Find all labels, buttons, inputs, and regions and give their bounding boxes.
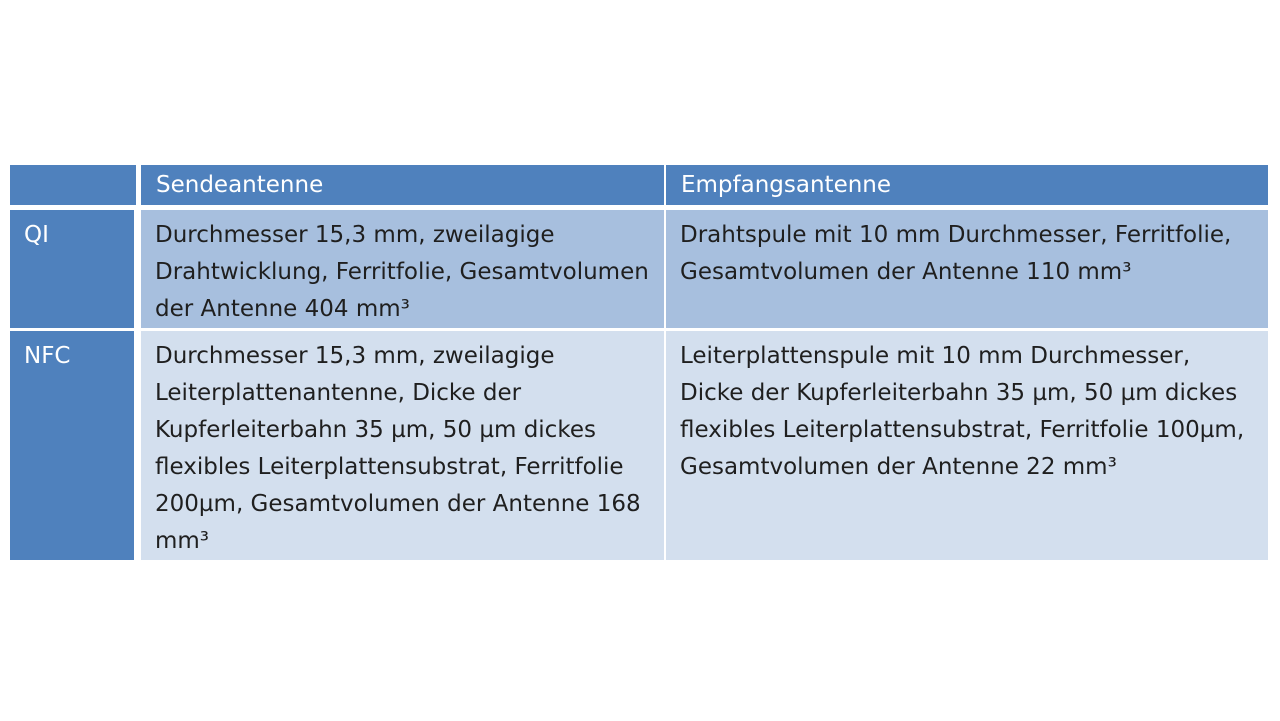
table-body — [10, 210, 1268, 560]
cell-text: Durchmesser 15,3 mm, zweilagige Drahtwicklung, Ferritfolie, Gesamtvolumen der Antenne 404 mm³ — [155, 222, 649, 322]
table-row-nfc — [10, 331, 1268, 560]
header-empfangsantenne: Empfangsantenne — [666, 165, 1268, 210]
cell-text: Drahtspule mit 10 mm Durchmesser, Ferritfolie, Gesamtvolumen der Antenne 110 mm³ — [680, 222, 1232, 285]
cell-nfc-sendeantenne — [141, 331, 666, 560]
cell-nfc-empfangsantenne — [666, 331, 1268, 560]
row-label-nfc: NFC — [10, 331, 141, 560]
cell-qi-sendeantenne — [141, 210, 666, 331]
comparison-table — [10, 165, 1268, 560]
header-corner-cell — [10, 165, 141, 210]
header-row — [10, 165, 1268, 210]
cell-text: Durchmesser 15,3 mm, zweilagige Leiterplattenantenne, Dicke der Kupferleiterbahn 35 µm, 50 µm dickes flexibles Leiterplattensubstrat, Ferritfolie 200µm, Gesamtvolumen der Antenne 168 mm³ — [155, 343, 641, 554]
table-row-qi — [10, 210, 1268, 331]
cell-text: Leiterplattenspule mit 10 mm Durchmesser, Dicke der Kupferleiterbahn 35 µm, 50 µm dickes flexibles Leiterplattensubstrat, Ferritfolie 100µm, Gesamtvolumen der Antenne 22 mm³ — [680, 343, 1245, 480]
row-label-qi: QI — [10, 210, 141, 331]
table-header — [10, 165, 1268, 210]
cell-qi-empfangsantenne — [666, 210, 1268, 331]
header-sendeantenne: Sendeantenne — [141, 165, 666, 210]
